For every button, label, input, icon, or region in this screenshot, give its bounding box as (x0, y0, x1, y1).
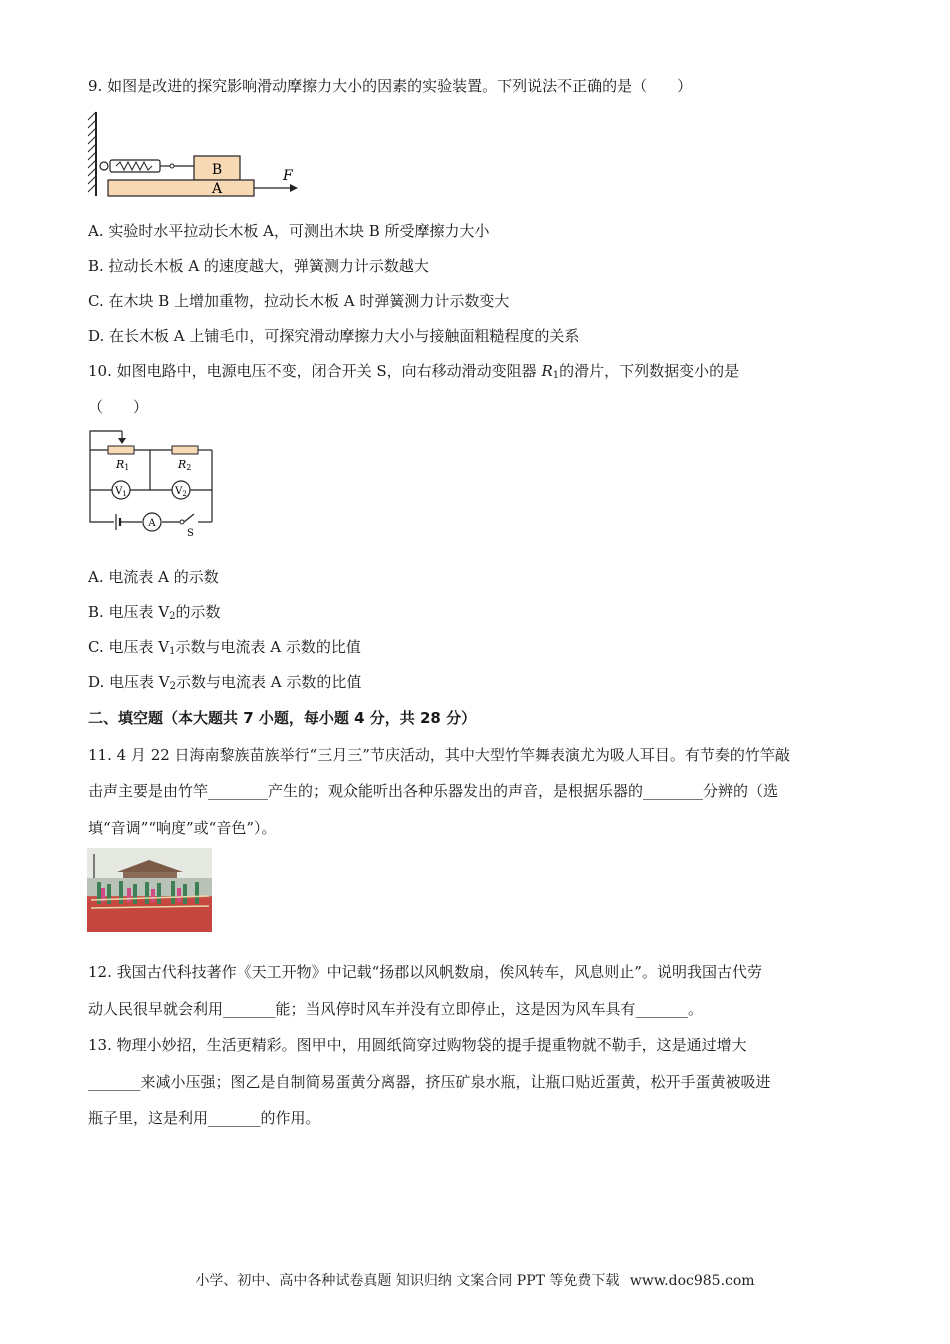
board-a (108, 180, 254, 196)
q13-line2: _______来减小压强；图乙是自制简易蛋黄分离器，挤压矿泉水瓶，让瓶口贴近蛋黄，松开手蛋黄被吸进 (88, 1073, 771, 1091)
q9-option-c: C. 在木块 B 上增加重物，拉动长木板 A 时弹簧测力计示数变大 (88, 292, 510, 310)
v1-label: $V_1$ (115, 486, 127, 498)
bamboo-dance-photo (87, 848, 212, 932)
q11-line3: 填“音调”“响度”或“音色”）。 (88, 819, 277, 837)
q9-option-b: B. 拉动长木板 A 的速度越大，弹簧测力计示数越大 (88, 257, 429, 275)
q10-option-b: B. 电压表 $V_2$的示数 (88, 603, 221, 622)
switch-label: S (187, 528, 194, 538)
q11-line1: 11. 4 月 22 日海南黎族苗族举行“三月三”节庆活动，其中大型竹竿舞表演尤为吸人耳目。有节奏的竹竿敲 (88, 746, 790, 764)
q9-figure-friction-apparatus (86, 108, 301, 200)
q10-option-d: D. 电压表 $V_2$示数与电流表 A 示数的比值 (88, 673, 362, 692)
q10-circuit-diagram (86, 426, 218, 538)
section-heading: 二、填空题（本大题共 7 小题，每小题 4 分，共 28 分） (88, 709, 477, 727)
q12-line2: 动人民很早就会利用_______能；当风停时风车并没有立即停止，这是因为风车具有_______。 (88, 1000, 704, 1018)
board-a-label: A (211, 181, 223, 197)
q10-stem-paren: （ ） (88, 398, 149, 416)
q11-line2: 击声主要是由竹竿________产生的；观众能听出各种乐器发出的声音，是根据乐器的________分辨的（选 (88, 782, 779, 800)
q13-line3: 瓶子里，这是利用_______的作用。 (88, 1109, 321, 1127)
force-label: F (283, 168, 293, 184)
v2-label: $V_2$ (175, 486, 187, 498)
footer-url[interactable]: www.doc985.com (629, 1273, 755, 1289)
q10-option-a: A. 电流表 A 的示数 (88, 568, 219, 586)
q13-line1: 13. 物理小妙招，生活更精彩。图甲中，用圆纸筒穿过购物袋的提手提重物就不勒手，这是通过增大 (88, 1036, 747, 1054)
footer-text: 小学、初中、高中各种试卷真题 知识归纳 文案合同 PPT 等免费下载 (195, 1273, 620, 1289)
q9-stem: 9. 如图是改进的探究影响滑动摩擦力大小的因素的实验装置。下列说法不正确的是（ ） (88, 77, 693, 95)
block-b-label: B (211, 162, 223, 178)
ammeter-label: A (148, 518, 156, 529)
q12-line1: 12. 我国古代科技著作《天工开物》中记载“扬郡以风帆数扇，俟风转车，风息则止”。说明我国古代劳 (88, 963, 762, 981)
q10-option-c: C. 电压表 $V_1$示数与电流表 A 示数的比值 (88, 638, 361, 657)
r2-label: R2 (178, 458, 192, 472)
q9-option-d: D. 在长木板 A 上铺毛巾，可探究滑动摩擦力大小与接触面粗糙程度的关系 (88, 327, 580, 345)
page-footer (0, 1270, 950, 1290)
q10-stem: 10. 如图电路中，电源电压不变，闭合开关 S，向右移动滑动变阻器 $R_1$的滑片，下列数据变小的是 (88, 362, 740, 381)
q9-option-a: A. 实验时水平拉动长木板 A，可测出木块 B 所受摩擦力大小 (88, 222, 490, 240)
r1-label: R1 (116, 458, 130, 472)
